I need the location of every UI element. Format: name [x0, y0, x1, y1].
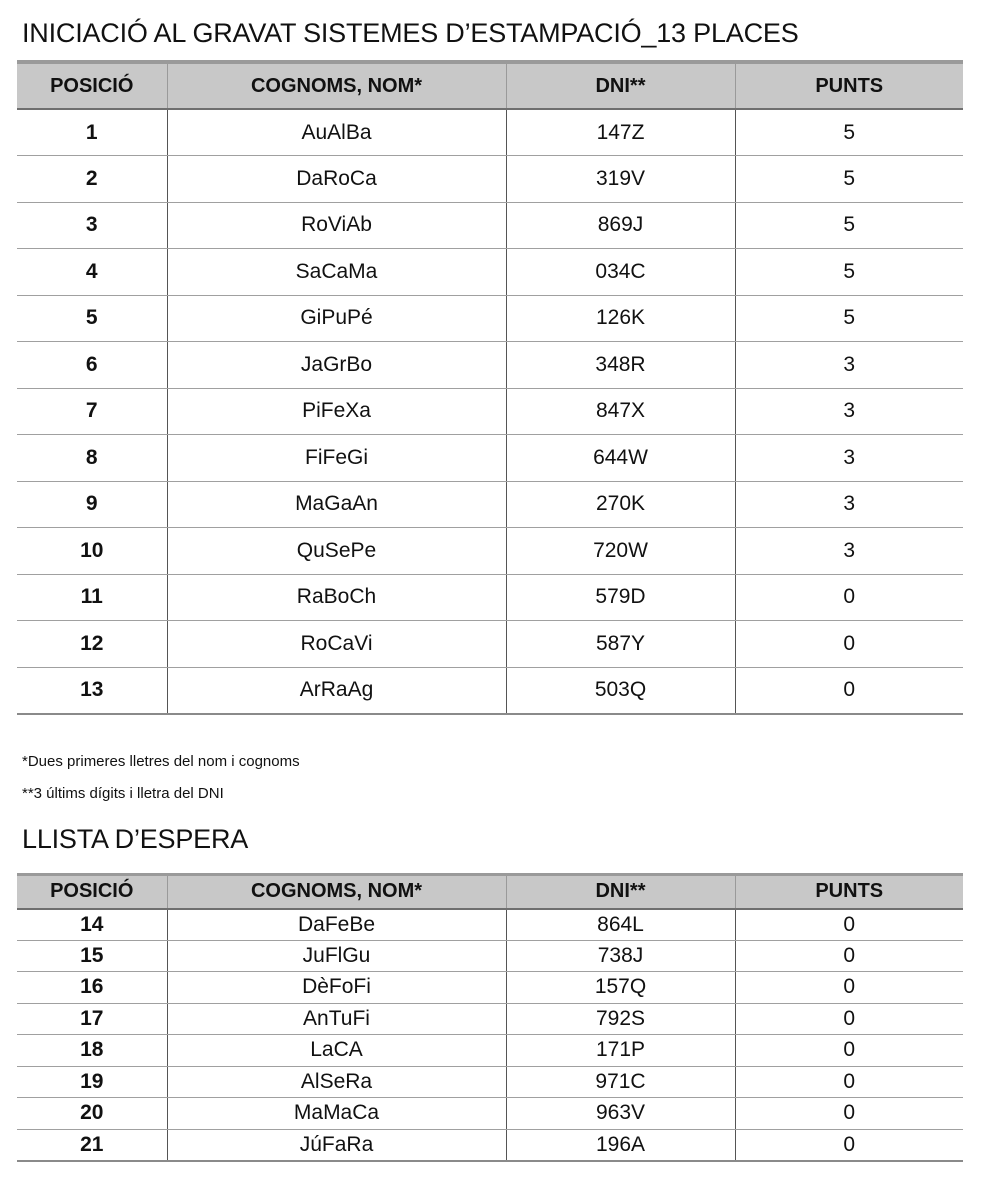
points-cell: 0 — [735, 1129, 963, 1161]
points-cell: 3 — [735, 388, 963, 435]
header-name: COGNOMS, NOM* — [167, 62, 506, 109]
dni-cell: 720W — [506, 528, 735, 575]
name-cell: JuFlGu — [167, 940, 506, 972]
dni-cell: 171P — [506, 1035, 735, 1067]
points-cell: 3 — [735, 435, 963, 482]
dni-cell: 319V — [506, 156, 735, 203]
position-cell: 16 — [17, 972, 167, 1004]
name-cell: RoViAb — [167, 202, 506, 249]
name-cell: JúFaRa — [167, 1129, 506, 1161]
points-cell: 0 — [735, 909, 963, 941]
position-cell: 11 — [17, 574, 167, 621]
header-dni: DNI** — [506, 875, 735, 909]
page-title: INICIACIÓ AL GRAVAT SISTEMES D’ESTAMPACIÓ_13 PLACES — [22, 18, 799, 48]
position-cell: 6 — [17, 342, 167, 389]
points-cell: 3 — [735, 481, 963, 528]
name-cell: GiPuPé — [167, 295, 506, 342]
position-cell: 7 — [17, 388, 167, 435]
dni-cell: 147Z — [506, 109, 735, 156]
table-row — [17, 156, 963, 203]
name-cell: DèFoFi — [167, 972, 506, 1004]
dni-cell: 503Q — [506, 667, 735, 714]
points-cell: 5 — [735, 249, 963, 296]
position-cell: 1 — [17, 109, 167, 156]
name-cell: AlSeRa — [167, 1066, 506, 1098]
table-row — [17, 1035, 963, 1067]
position-cell: 19 — [17, 1066, 167, 1098]
name-cell: AuAlBa — [167, 109, 506, 156]
name-cell: RoCaVi — [167, 621, 506, 668]
points-cell: 5 — [735, 295, 963, 342]
points-cell: 0 — [735, 1066, 963, 1098]
position-cell: 18 — [17, 1035, 167, 1067]
dni-cell: 157Q — [506, 972, 735, 1004]
dni-cell: 034C — [506, 249, 735, 296]
name-cell: MaMaCa — [167, 1098, 506, 1130]
table-row — [17, 528, 963, 575]
table-row — [17, 481, 963, 528]
waitlist-table — [17, 873, 963, 1162]
dni-cell: 738J — [506, 940, 735, 972]
name-cell: QuSePe — [167, 528, 506, 575]
position-cell: 8 — [17, 435, 167, 482]
dni-cell: 644W — [506, 435, 735, 482]
table-row — [17, 621, 963, 668]
dni-cell: 196A — [506, 1129, 735, 1161]
points-cell: 0 — [735, 1003, 963, 1035]
position-cell: 4 — [17, 249, 167, 296]
table-row — [17, 909, 963, 941]
points-cell: 3 — [735, 528, 963, 575]
position-cell: 10 — [17, 528, 167, 575]
header-position: POSICIÓ — [17, 875, 167, 909]
points-cell: 0 — [735, 972, 963, 1004]
points-cell: 0 — [735, 574, 963, 621]
points-cell: 0 — [735, 940, 963, 972]
points-cell: 5 — [735, 156, 963, 203]
dni-cell: 348R — [506, 342, 735, 389]
points-cell: 0 — [735, 1098, 963, 1130]
header-points: PUNTS — [735, 875, 963, 909]
name-cell: PiFeXa — [167, 388, 506, 435]
position-cell: 12 — [17, 621, 167, 668]
name-cell: SaCaMa — [167, 249, 506, 296]
dni-cell: 579D — [506, 574, 735, 621]
points-cell: 0 — [735, 621, 963, 668]
table-row — [17, 1003, 963, 1035]
table-row — [17, 972, 963, 1004]
header-name: COGNOMS, NOM* — [167, 875, 506, 909]
name-cell: LaCA — [167, 1035, 506, 1067]
dni-cell: 587Y — [506, 621, 735, 668]
header-points: PUNTS — [735, 62, 963, 109]
table-row — [17, 940, 963, 972]
admitted-table — [17, 60, 963, 715]
dni-cell: 971C — [506, 1066, 735, 1098]
dni-cell: 792S — [506, 1003, 735, 1035]
name-cell: FiFeGi — [167, 435, 506, 482]
points-cell: 5 — [735, 109, 963, 156]
table-row — [17, 249, 963, 296]
name-cell: DaRoCa — [167, 156, 506, 203]
position-cell: 9 — [17, 481, 167, 528]
position-cell: 5 — [17, 295, 167, 342]
name-cell: RaBoCh — [167, 574, 506, 621]
table-header-row — [17, 875, 963, 909]
waitlist-title: LLISTA D’ESPERA — [22, 824, 249, 854]
dni-cell: 847X — [506, 388, 735, 435]
dni-cell: 270K — [506, 481, 735, 528]
position-cell: 21 — [17, 1129, 167, 1161]
position-cell: 2 — [17, 156, 167, 203]
dni-cell: 864L — [506, 909, 735, 941]
header-position: POSICIÓ — [17, 62, 167, 109]
table-row — [17, 342, 963, 389]
table-row — [17, 388, 963, 435]
header-dni: DNI** — [506, 62, 735, 109]
table-row — [17, 667, 963, 714]
position-cell: 20 — [17, 1098, 167, 1130]
dni-cell: 126K — [506, 295, 735, 342]
dni-cell: 869J — [506, 202, 735, 249]
table-row — [17, 435, 963, 482]
points-cell: 5 — [735, 202, 963, 249]
name-cell: MaGaAn — [167, 481, 506, 528]
points-cell: 0 — [735, 667, 963, 714]
table-row — [17, 295, 963, 342]
name-cell: JaGrBo — [167, 342, 506, 389]
dni-cell: 963V — [506, 1098, 735, 1130]
name-cell: AnTuFi — [167, 1003, 506, 1035]
table-header-row — [17, 62, 963, 109]
points-cell: 3 — [735, 342, 963, 389]
name-cell: ArRaAg — [167, 667, 506, 714]
table-row — [17, 1129, 963, 1161]
table-row — [17, 1066, 963, 1098]
table-row — [17, 109, 963, 156]
table-row — [17, 202, 963, 249]
name-cell: DaFeBe — [167, 909, 506, 941]
position-cell: 17 — [17, 1003, 167, 1035]
position-cell: 15 — [17, 940, 167, 972]
points-cell: 0 — [735, 1035, 963, 1067]
position-cell: 13 — [17, 667, 167, 714]
table-row — [17, 1098, 963, 1130]
table-row — [17, 574, 963, 621]
position-cell: 14 — [17, 909, 167, 941]
dni-footnote: **3 últims dígits i lletra del DNI — [22, 785, 224, 802]
name-footnote: *Dues primeres lletres del nom i cognoms — [22, 753, 300, 770]
position-cell: 3 — [17, 202, 167, 249]
